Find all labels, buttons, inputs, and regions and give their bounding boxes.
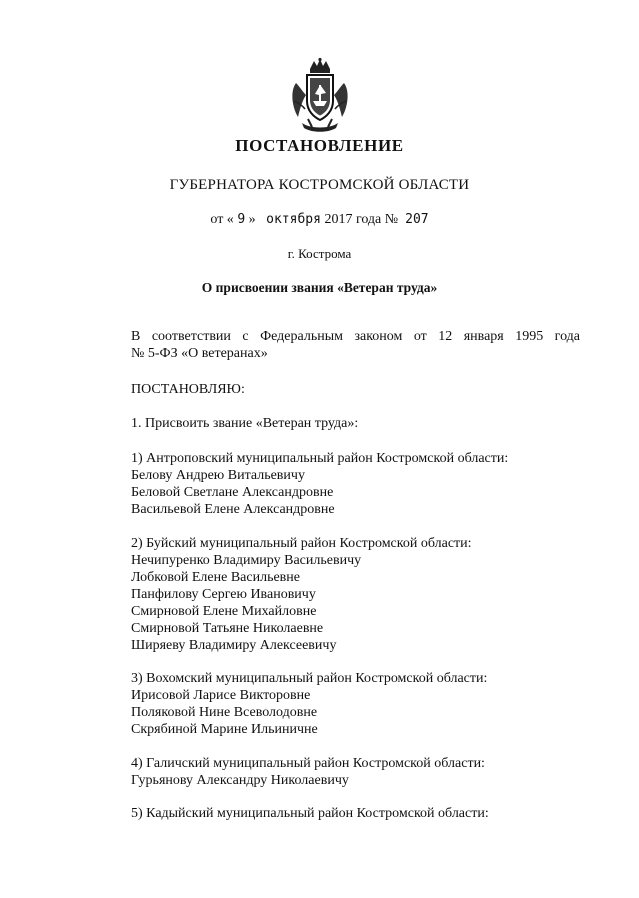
- awardee-name: Панфилову Сергею Ивановичу: [131, 587, 316, 602]
- district-heading: 5) Кадыйский муниципальный район Костромской области:: [131, 806, 489, 821]
- intro-word: законом: [354, 329, 403, 344]
- awardee-name: Гурьянову Александру Николаевичу: [131, 773, 349, 788]
- date-mid: »: [248, 212, 256, 227]
- document-number: 207: [405, 212, 429, 227]
- intro-word: с: [242, 329, 249, 344]
- intro-word: В: [131, 329, 141, 344]
- awardee-name: Смирновой Татьяне Николаевне: [131, 621, 324, 636]
- issue-city: г. Кострома: [287, 246, 352, 261]
- document-subject: О присвоении звания «Ветеран труда»: [201, 280, 438, 295]
- issuing-authority: ГУБЕРНАТОРА КОСТРОМСКОЙ ОБЛАСТИ: [169, 177, 470, 193]
- awardee-name: Смирновой Елене Михайловне: [131, 604, 317, 619]
- awardee-name: Васильевой Елене Александровне: [131, 502, 335, 517]
- district-heading: 4) Галичский муниципальный район Костромской области:: [131, 756, 485, 771]
- awardee-name: Ирисовой Ларисе Викторовне: [131, 688, 311, 703]
- clause-1: 1. Присвоить звание «Ветеран труда»:: [131, 416, 359, 431]
- date-day: 9: [237, 212, 246, 227]
- awardee-name: Нечипуренко Владимиру Васильевичу: [131, 553, 362, 568]
- district-heading: 2) Буйский муниципальный район Костромской области:: [131, 536, 472, 551]
- intro-paragraph-line2: № 5-ФЗ «О ветеранах»: [131, 346, 268, 361]
- district-heading: 3) Вохомский муниципальный район Костромской области:: [131, 671, 488, 686]
- date-month: октября: [266, 212, 321, 227]
- district-block: [131, 805, 489, 822]
- date-number-line: [0, 212, 639, 228]
- awardee-name: Лобковой Елене Васильевне: [131, 570, 300, 585]
- district-block: [131, 670, 487, 738]
- intro-paragraph-line1: [131, 329, 580, 345]
- intro-word: Федеральным: [260, 329, 343, 344]
- awardee-name: Беловой Светлане Александровне: [131, 485, 334, 500]
- document-title: ПОСТАНОВЛЕНИЕ: [235, 136, 404, 155]
- awardee-name: Поляковой Нине Всеволодовне: [131, 705, 318, 720]
- date-prefix: от «: [210, 212, 234, 227]
- intro-word: 1995: [515, 329, 544, 344]
- intro-word: января: [463, 329, 504, 344]
- awardee-name: Белову Андрею Витальевичу: [131, 468, 305, 483]
- decree-heading: ПОСТАНОВЛЯЮ:: [131, 382, 245, 397]
- district-block: [131, 755, 485, 789]
- district-block: [131, 535, 472, 654]
- intro-word: 12: [438, 329, 453, 344]
- intro-word: года: [554, 329, 580, 344]
- awardee-name: Ширяеву Владимиру Алексеевичу: [131, 638, 337, 653]
- coat-of-arms-icon: [288, 57, 352, 135]
- district-heading: 1) Антроповский муниципальный район Костромской области:: [131, 451, 509, 466]
- emblem-container: [0, 57, 639, 135]
- awardee-name: Скрябиной Марине Ильиничне: [131, 722, 318, 737]
- date-year: 2017 года №: [324, 212, 399, 227]
- intro-word: соответствии: [151, 329, 231, 344]
- district-block: [131, 450, 508, 518]
- intro-word: от: [413, 329, 427, 344]
